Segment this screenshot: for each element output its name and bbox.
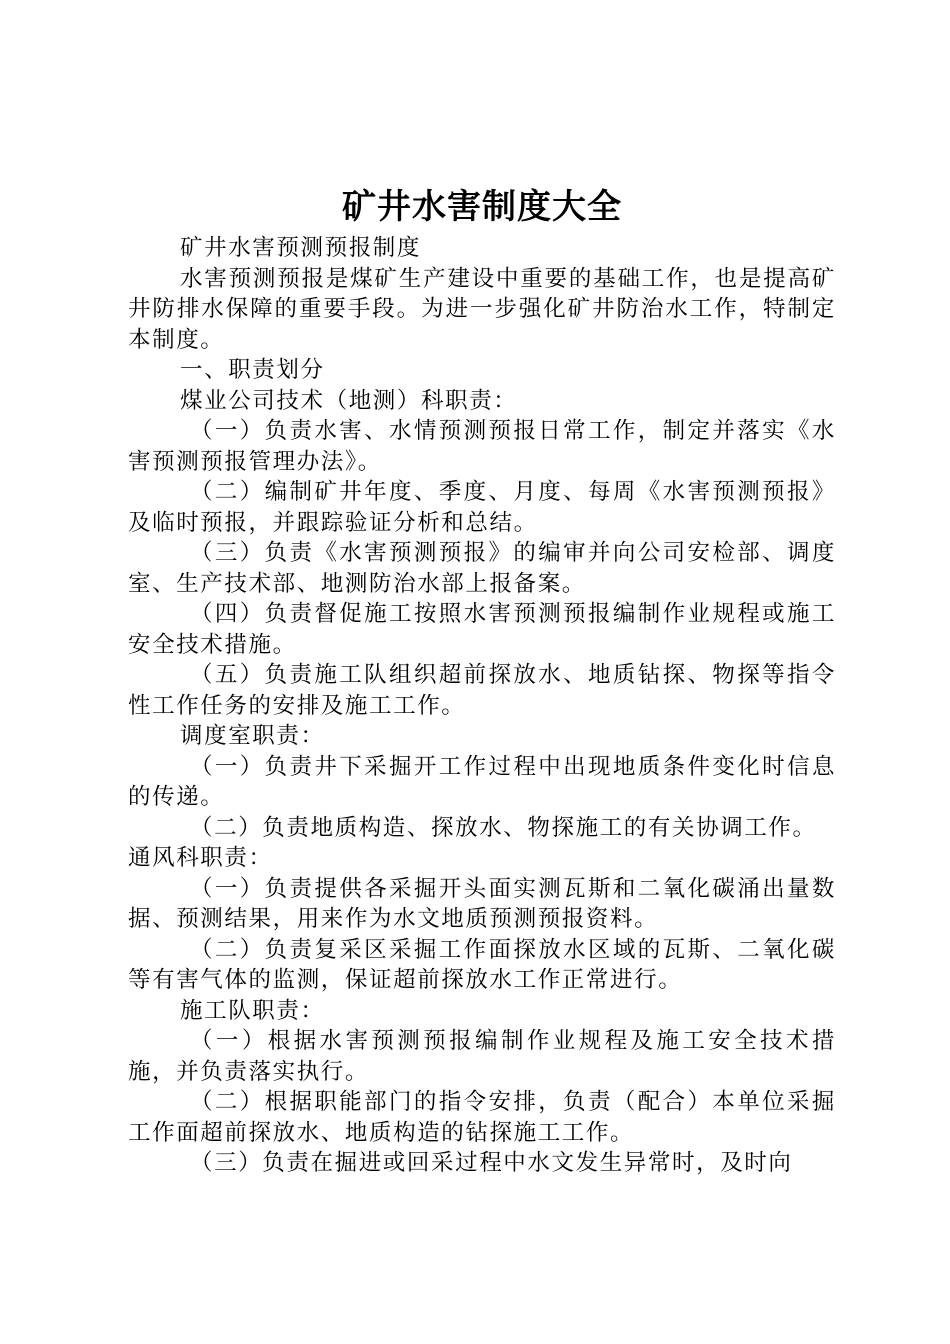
paragraph-dept-heading: 调度室职责： <box>180 723 325 749</box>
paragraph-part-heading: 一、职责划分 <box>180 357 325 383</box>
paragraph-item: （四）负责督促施工按照水害预测预报编制作业规程或施工安全技术措施。 <box>128 601 836 658</box>
paragraph-item: （三）负责在掘进或回采过程中水文发生异常时，及时向 <box>190 1150 793 1176</box>
paragraph-section-heading: 矿井水害预测预报制度 <box>180 235 422 261</box>
paragraph-item: （二）根据职能部门的指令安排，负责（配合）本单位采掘工作面超前探放水、地质构造的钻探施工工作。 <box>128 1089 836 1146</box>
paragraph-item: （五）负责施工队组织超前探放水、地质钻探、物探等指令性工作任务的安排及施工工作。 <box>128 662 836 719</box>
paragraph-intro: 水害预测预报是煤矿生产建设中重要的基础工作，也是提高矿井防排水保障的重要手段。为进一步强化矿井防治水工作，特制定本制度。 <box>128 265 836 353</box>
document-page <box>128 185 836 1179</box>
paragraph-item: （一）负责井下采掘开工作过程中出现地质条件变化时信息的传递。 <box>128 753 836 810</box>
paragraph-dept-heading: 煤业公司技术（地测）科职责： <box>180 387 518 414</box>
document-body <box>128 233 836 1179</box>
paragraph-dept-heading: 施工队职责： <box>180 997 325 1024</box>
paragraph-item: （三）负责《水害预测预报》的编审并向公司安检部、调度室、生产技术部、地测防治水部上报备案。 <box>128 540 836 597</box>
paragraph-item: （二）负责复采区采掘工作面探放水区域的瓦斯、二氧化碳等有害气体的监测，保证超前探放水工作正常进行。 <box>128 936 836 993</box>
paragraph-item: （一）负责水害、水情预测预报日常工作，制定并落实《水害预测预报管理办法》。 <box>128 418 836 475</box>
document-title: 矿井水害制度大全 <box>342 187 622 227</box>
paragraph-item: （一）根据水害预测预报编制作业规程及施工安全技术措施，并负责落实执行。 <box>128 1028 836 1085</box>
paragraph-dept-heading: 通风科职责： <box>128 845 273 871</box>
paragraph-item: （一）负责提供各采掘开头面实测瓦斯和二氧化碳涌出量数据、预测结果，用来作为水文地质预测预报资料。 <box>128 875 836 932</box>
paragraph-item: （二）负责地质构造、探放水、物探施工的有关协调工作。 <box>190 814 817 841</box>
paragraph-item: （二）编制矿井年度、季度、月度、每周《水害预测预报》及临时预报，并跟踪验证分析和总结。 <box>128 479 836 536</box>
